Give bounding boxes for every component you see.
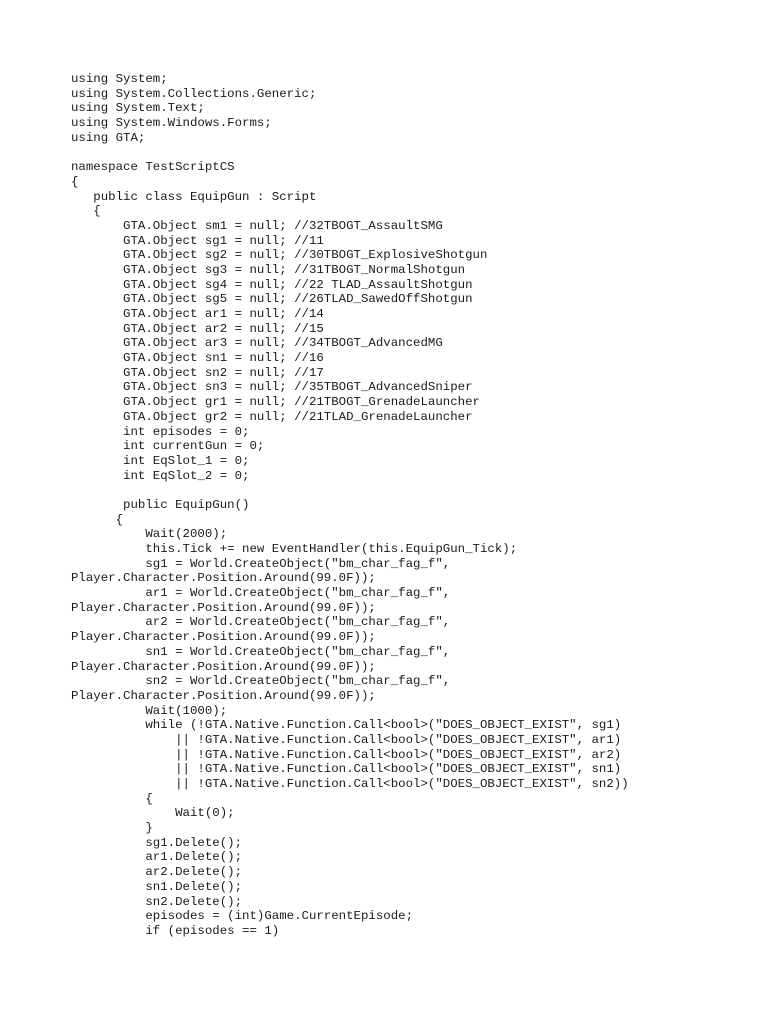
code-line: using System.Windows.Forms; <box>71 116 272 131</box>
code-line: sg1.Delete(); <box>71 835 243 850</box>
code-line: Player.Character.Position.Around(99.0F)); <box>71 600 376 615</box>
code-line: ar1 = World.CreateObject("bm_char_fag_f", <box>71 586 451 601</box>
code-line: Wait(1000); <box>71 703 228 718</box>
code-line: episodes = (int)Game.CurrentEpisode; <box>71 909 414 924</box>
code-line: while (!GTA.Native.Function.Call<bool>("DOES_OBJECT_EXIST", sg1) <box>71 718 622 733</box>
code-line: sg1 = World.CreateObject("bm_char_fag_f", <box>71 556 451 571</box>
code-line: { <box>71 791 153 806</box>
code-line: Player.Character.Position.Around(99.0F)); <box>71 571 376 586</box>
code-line: || !GTA.Native.Function.Call<bool>("DOES_OBJECT_EXIST", sn2)) <box>71 777 629 791</box>
code-line: GTA.Object ar3 = null; //34TBOGT_AdvancedMG <box>71 336 443 351</box>
code-line: using System.Text; <box>71 101 205 116</box>
code-line: using System; <box>71 72 168 86</box>
code-line: || !GTA.Native.Function.Call<bool>("DOES_OBJECT_EXIST", ar1) <box>71 732 622 747</box>
code-line: GTA.Object sg4 = null; //22 TLAD_AssaultShotgun <box>71 277 473 292</box>
code-line: GTA.Object sm1 = null; //32TBOGT_AssaultSMG <box>71 218 443 233</box>
code-line: using System.Collections.Generic; <box>71 86 317 101</box>
code-line: Player.Character.Position.Around(99.0F)); <box>71 630 376 645</box>
code-line: sn2 = World.CreateObject("bm_char_fag_f", <box>71 674 451 689</box>
code-line: { <box>71 204 101 219</box>
code-line: GTA.Object gr1 = null; //21TBOGT_GrenadeLauncher <box>71 395 480 410</box>
code-line: GTA.Object sg5 = null; //26TLAD_SawedOffShotgun <box>71 292 473 307</box>
code-line: || !GTA.Native.Function.Call<bool>("DOES_OBJECT_EXIST", sn1) <box>71 762 622 777</box>
code-line: { <box>71 512 124 527</box>
code-line: sn2.Delete(); <box>71 894 243 909</box>
code-line: { <box>71 174 79 189</box>
code-line: GTA.Object sn2 = null; //17 <box>71 365 324 380</box>
code-line: GTA.Object sn1 = null; //16 <box>71 351 324 366</box>
code-line <box>71 483 629 498</box>
code-line: int EqSlot_1 = 0; <box>71 453 250 468</box>
code-line: public class EquipGun : Script <box>71 189 317 204</box>
code-line: ar2.Delete(); <box>71 865 243 880</box>
code-line: using GTA; <box>71 130 146 145</box>
code-line: int episodes = 0; <box>71 424 250 439</box>
code-line: || !GTA.Native.Function.Call<bool>("DOES_OBJECT_EXIST", ar2) <box>71 747 622 762</box>
code-line: GTA.Object sn3 = null; //35TBOGT_AdvancedSniper <box>71 380 473 395</box>
code-line: int EqSlot_2 = 0; <box>71 468 250 483</box>
code-line: sn1.Delete(); <box>71 879 243 894</box>
code-line: } <box>71 821 153 836</box>
code-line: this.Tick += new EventHandler(this.EquipGun_Tick); <box>71 542 518 556</box>
code-line: namespace TestScriptCS <box>71 160 235 175</box>
code-line: GTA.Object ar1 = null; //14 <box>71 307 324 321</box>
code-line: GTA.Object gr2 = null; //21TLAD_GrenadeLauncher <box>71 409 473 424</box>
code-line: GTA.Object ar2 = null; //15 <box>71 321 324 336</box>
code-line: GTA.Object sg1 = null; //11 <box>71 233 324 248</box>
code-line: sn1 = World.CreateObject("bm_char_fag_f", <box>71 644 451 659</box>
code-line: if (episodes == 1) <box>71 923 280 938</box>
code-line: public EquipGun() <box>71 497 250 512</box>
code-line: GTA.Object sg3 = null; //31TBOGT_NormalShotgun <box>71 262 466 277</box>
code-line: GTA.Object sg2 = null; //30TBOGT_ExplosiveShotgun <box>71 248 488 263</box>
code-line: int currentGun = 0; <box>71 439 265 454</box>
code-line: ar1.Delete(); <box>71 850 243 865</box>
code-line: Wait(0); <box>71 806 235 821</box>
code-listing <box>71 72 629 939</box>
code-line <box>71 145 629 160</box>
code-line: Player.Character.Position.Around(99.0F)); <box>71 688 376 703</box>
code-line: ar2 = World.CreateObject("bm_char_fag_f", <box>71 615 451 630</box>
code-line: Wait(2000); <box>71 527 228 542</box>
code-line: Player.Character.Position.Around(99.0F)); <box>71 659 376 674</box>
